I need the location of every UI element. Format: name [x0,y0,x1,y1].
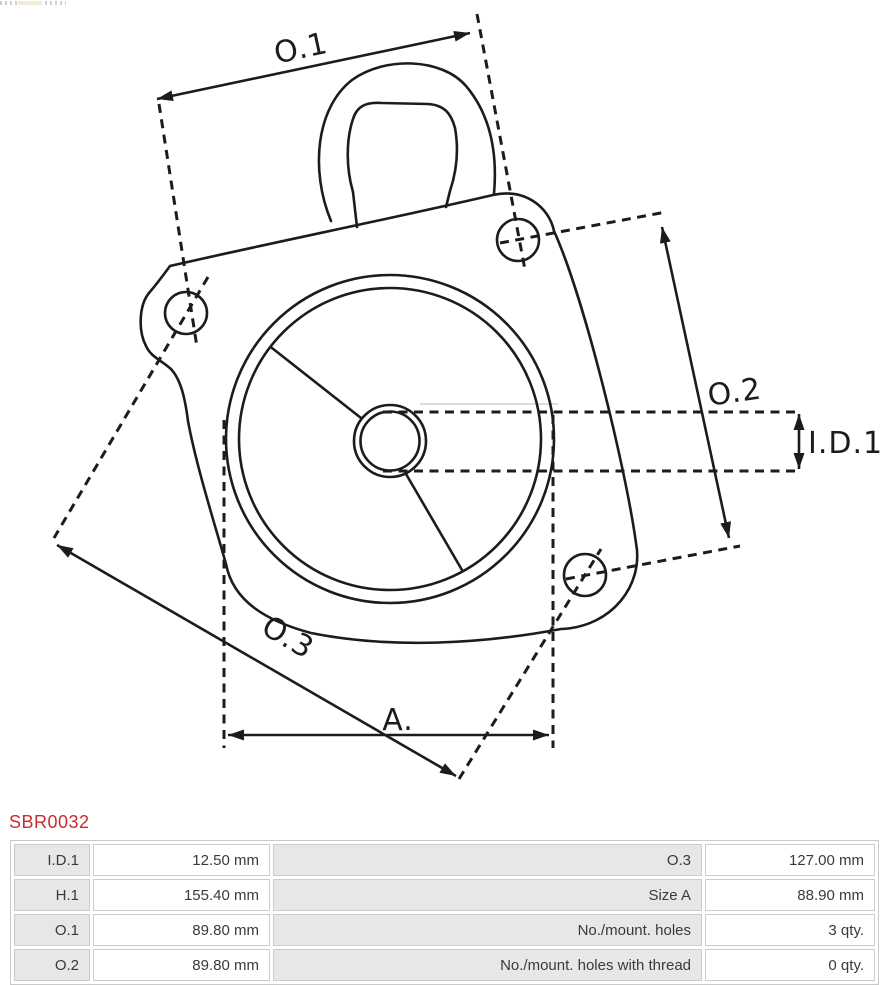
spec-table-row [14,879,875,911]
mounting-hole-left [165,292,207,334]
ext-line-o3-lower [459,549,601,779]
ext-line-o1-right [477,14,525,270]
dim-label-o2: O.2 [705,371,764,414]
ext-line-o2-top [500,212,666,243]
spec-table-row [14,949,875,981]
spec-label-left: O.2 [14,949,90,981]
spec-value-right: 127.00 mm [705,844,875,876]
flange-circle-inner [239,288,541,590]
spec-table-row [14,844,875,876]
dim-label-o1: O.1 [270,25,332,72]
dim-label-id1: I.D.1 [808,426,884,461]
spec-label-left: I.D.1 [14,844,90,876]
hub-circle-outer [354,405,426,477]
spec-value-right: 0 qty. [705,949,875,981]
spec-label-right: No./mount. holes [273,914,702,946]
dim-label-a: A. [382,703,414,738]
spec-label-right: Size A [273,879,702,911]
dim-label-o3: O.3 [255,609,320,667]
spec-value-left: 12.50 mm [93,844,270,876]
spec-label-right: No./mount. holes with thread [273,949,702,981]
spec-value-left: 89.80 mm [93,914,270,946]
sector-line-lower [406,474,462,570]
spec-label-left: H.1 [14,879,90,911]
flange-circle-outer [226,275,554,603]
spec-table [10,840,879,985]
loop-outer [319,63,495,221]
loop-inner [348,103,457,227]
sector-line-upper [272,348,361,418]
spec-table-body [14,844,875,981]
spec-value-right: 88.90 mm [705,879,875,911]
spec-label-left: O.1 [14,914,90,946]
part-number: SBR0032 [9,812,90,832]
dimension-line-o3 [57,545,456,776]
spec-value-left: 89.80 mm [93,949,270,981]
spec-table-row [14,914,875,946]
spec-value-right: 3 qty. [705,914,875,946]
shaft-hole-circle [361,412,420,471]
spec-value-left: 155.40 mm [93,879,270,911]
spec-label-right: O.3 [273,844,702,876]
